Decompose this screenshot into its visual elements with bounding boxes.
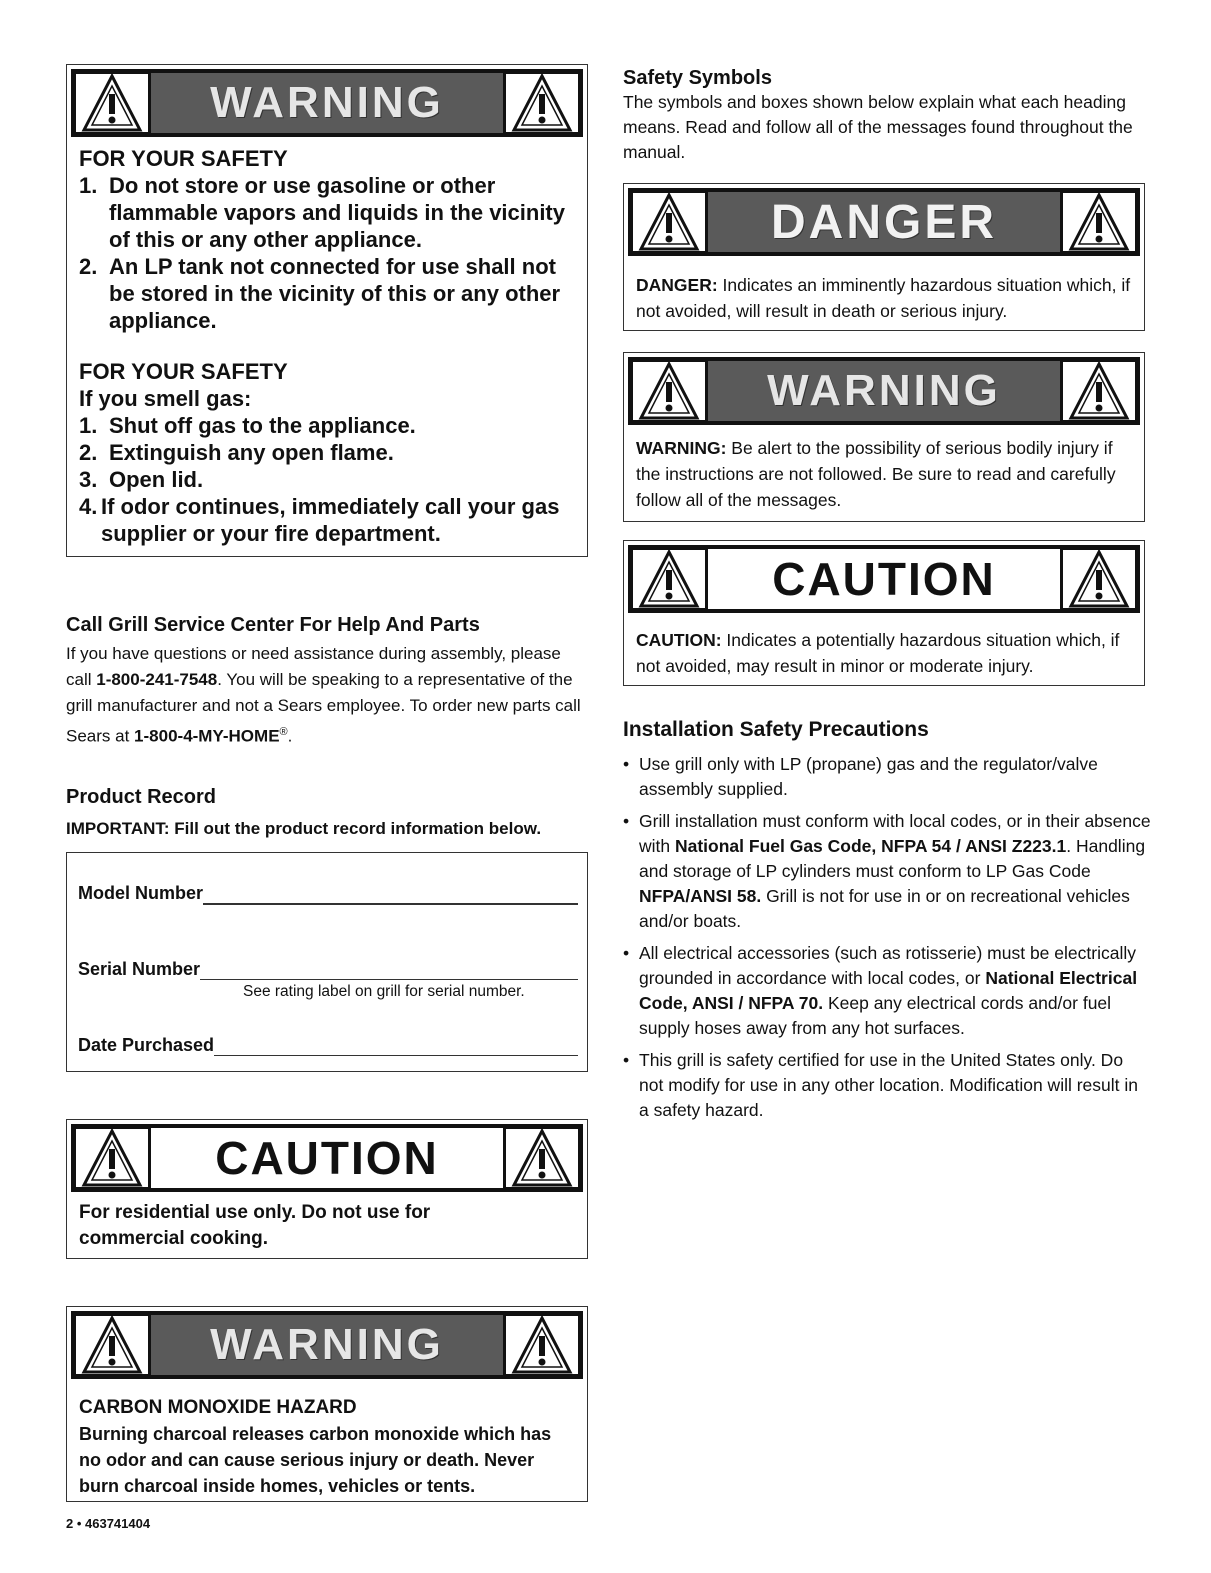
- serial-note: See rating label on grill for serial number.: [243, 983, 525, 1000]
- danger-symbol-box: [623, 183, 1145, 331]
- warning-banner: [71, 69, 583, 137]
- banner-title: WARNING: [210, 1320, 444, 1369]
- warning-description: WARNING: Be alert to the possibility of serious bodily injury if the instructions are not followed. Be sure to read and carefully follow all of the messages.: [636, 438, 1116, 510]
- list-item: • All electrical accessories (such as rotisserie) must be electrically grounded in accordance with local codes, or National Electrical Code, ANSI / NFPA 70. Keep any electrical cords and/or fuel supply hoses away from any hot surfaces.: [623, 941, 1151, 1041]
- warning-triangle-icon: [73, 1313, 151, 1377]
- co-body: Burning charcoal releases carbon monoxide which has no odor and can cause serious injury or death. Never burn charcoal inside homes, vehicles or tents.: [79, 1424, 552, 1496]
- phone-number: 1-800-4-MY-HOME: [134, 726, 280, 746]
- model-number-field[interactable]: [203, 883, 578, 905]
- co-heading: CARBON MONOXIDE HAZARD: [79, 1397, 357, 1418]
- danger-banner: [628, 188, 1140, 256]
- phone-number: 1-800-241-7548: [96, 670, 218, 689]
- warning-triangle-icon: [503, 1126, 581, 1190]
- carbon-monoxide-warning-box: [66, 1306, 588, 1502]
- list-item: 4. If odor continues, immediately call your gas supplier or your fire department.: [79, 494, 560, 546]
- warning-triangle-icon: [630, 359, 708, 423]
- list-item: 2. An LP tank not connected for use shall not be stored in the vicinity of this or any other appliance.: [79, 254, 561, 333]
- banner-title: CAUTION: [215, 1132, 439, 1184]
- banner-title: DANGER: [770, 195, 997, 249]
- installation-section: [623, 718, 1151, 1130]
- date-purchased-field[interactable]: [214, 1035, 578, 1056]
- date-purchased-row: [78, 1035, 578, 1056]
- section-title: Installation Safety Precautions: [623, 718, 929, 741]
- list-item: 1. Shut off gas to the appliance.: [79, 413, 416, 438]
- field-label: Date Purchased: [78, 1035, 215, 1055]
- caution-symbol-box: [623, 540, 1145, 686]
- safety-heading: FOR YOUR SAFETY: [79, 359, 288, 384]
- safety-symbols-section: [623, 67, 1153, 165]
- residential-caution-box: [66, 1119, 588, 1259]
- caution-description: CAUTION: Indicates a potentially hazardous situation which, if not avoided, may result in minor or moderate injury.: [636, 630, 1120, 676]
- list-item: • Grill installation must conform with local codes, or in their absence with National Fuel Gas Code, NFPA 54 / ANSI Z223.1. Handling and storage of LP cylinders must conform to LP Gas Code NFPA/ANSI 58. Grill is not for use in or on recreational vehicles and/or boats.: [623, 809, 1151, 934]
- section-title: Call Grill Service Center For Help And Parts: [66, 614, 480, 636]
- service-paragraph: If you have questions or need assistance during assembly, please call 1-800-241-7548. You will be speaking to a representative of the grill manufacturer and not a Sears employee. To order new parts call Sears at 1-800-4-MY-HOME®.: [66, 644, 581, 746]
- product-record-section: [66, 786, 591, 839]
- list-item: 3. Open lid.: [79, 467, 204, 492]
- list-item: • Use grill only with LP (propane) gas and the regulator/valve assembly supplied.: [623, 752, 1151, 802]
- warning-triangle-icon: [73, 71, 151, 135]
- safety-instructions: [79, 145, 577, 547]
- page-footer: 2 • 463741404: [66, 1516, 151, 1531]
- field-label: Model Number: [78, 883, 204, 903]
- caution-banner: [71, 1124, 583, 1192]
- co-text: [79, 1395, 577, 1499]
- banner-title: WARNING: [767, 366, 1001, 415]
- field-label: Serial Number: [78, 959, 201, 979]
- banner-title: WARNING: [210, 78, 444, 127]
- service-center-section: [66, 614, 591, 750]
- warning-symbol-box: [623, 352, 1145, 522]
- warning-triangle-icon: [630, 547, 708, 611]
- section-paragraph: The symbols and boxes shown below explain what each heading means. Read and follow all of the messages found throughout the manual.: [623, 92, 1133, 162]
- list-item: 1. Do not store or use gasoline or other flammable vapors and liquids in the vicinity of this or any other appliance.: [79, 173, 565, 252]
- model-number-row: [78, 883, 578, 905]
- banner-title: CAUTION: [772, 553, 996, 605]
- warning-banner: [628, 357, 1140, 425]
- important-note: IMPORTANT: Fill out the product record information below.: [66, 819, 542, 838]
- warning-triangle-icon: [630, 190, 708, 254]
- safety-subheading: If you smell gas:: [79, 386, 252, 411]
- product-record-form: [66, 852, 588, 1072]
- list-item: • This grill is safety certified for use in the United States only. Do not modify for use in any other location. Modification will result in a safety hazard.: [623, 1048, 1151, 1123]
- warning-triangle-icon: [503, 71, 581, 135]
- safety-heading: FOR YOUR SAFETY: [79, 146, 288, 171]
- section-title: Safety Symbols: [623, 67, 772, 89]
- serial-number-field[interactable]: [200, 959, 578, 980]
- warning-triangle-icon: [1060, 359, 1138, 423]
- list-item: 2. Extinguish any open flame.: [79, 440, 394, 465]
- caution-text: For residential use only. Do not use for commercial cooking.: [79, 1202, 431, 1249]
- section-title: Product Record: [66, 786, 217, 808]
- warning-triangle-icon: [503, 1313, 581, 1377]
- warning-triangle-icon: [73, 1126, 151, 1190]
- gas-safety-warning-box: [66, 64, 588, 557]
- danger-description: DANGER: Indicates an imminently hazardous situation which, if not avoided, will result in death or serious injury.: [636, 275, 1131, 321]
- serial-number-row: [78, 959, 578, 980]
- warning-triangle-icon: [1060, 547, 1138, 611]
- warning-banner: [71, 1311, 583, 1379]
- warning-triangle-icon: [1060, 190, 1138, 254]
- caution-banner: [628, 545, 1140, 613]
